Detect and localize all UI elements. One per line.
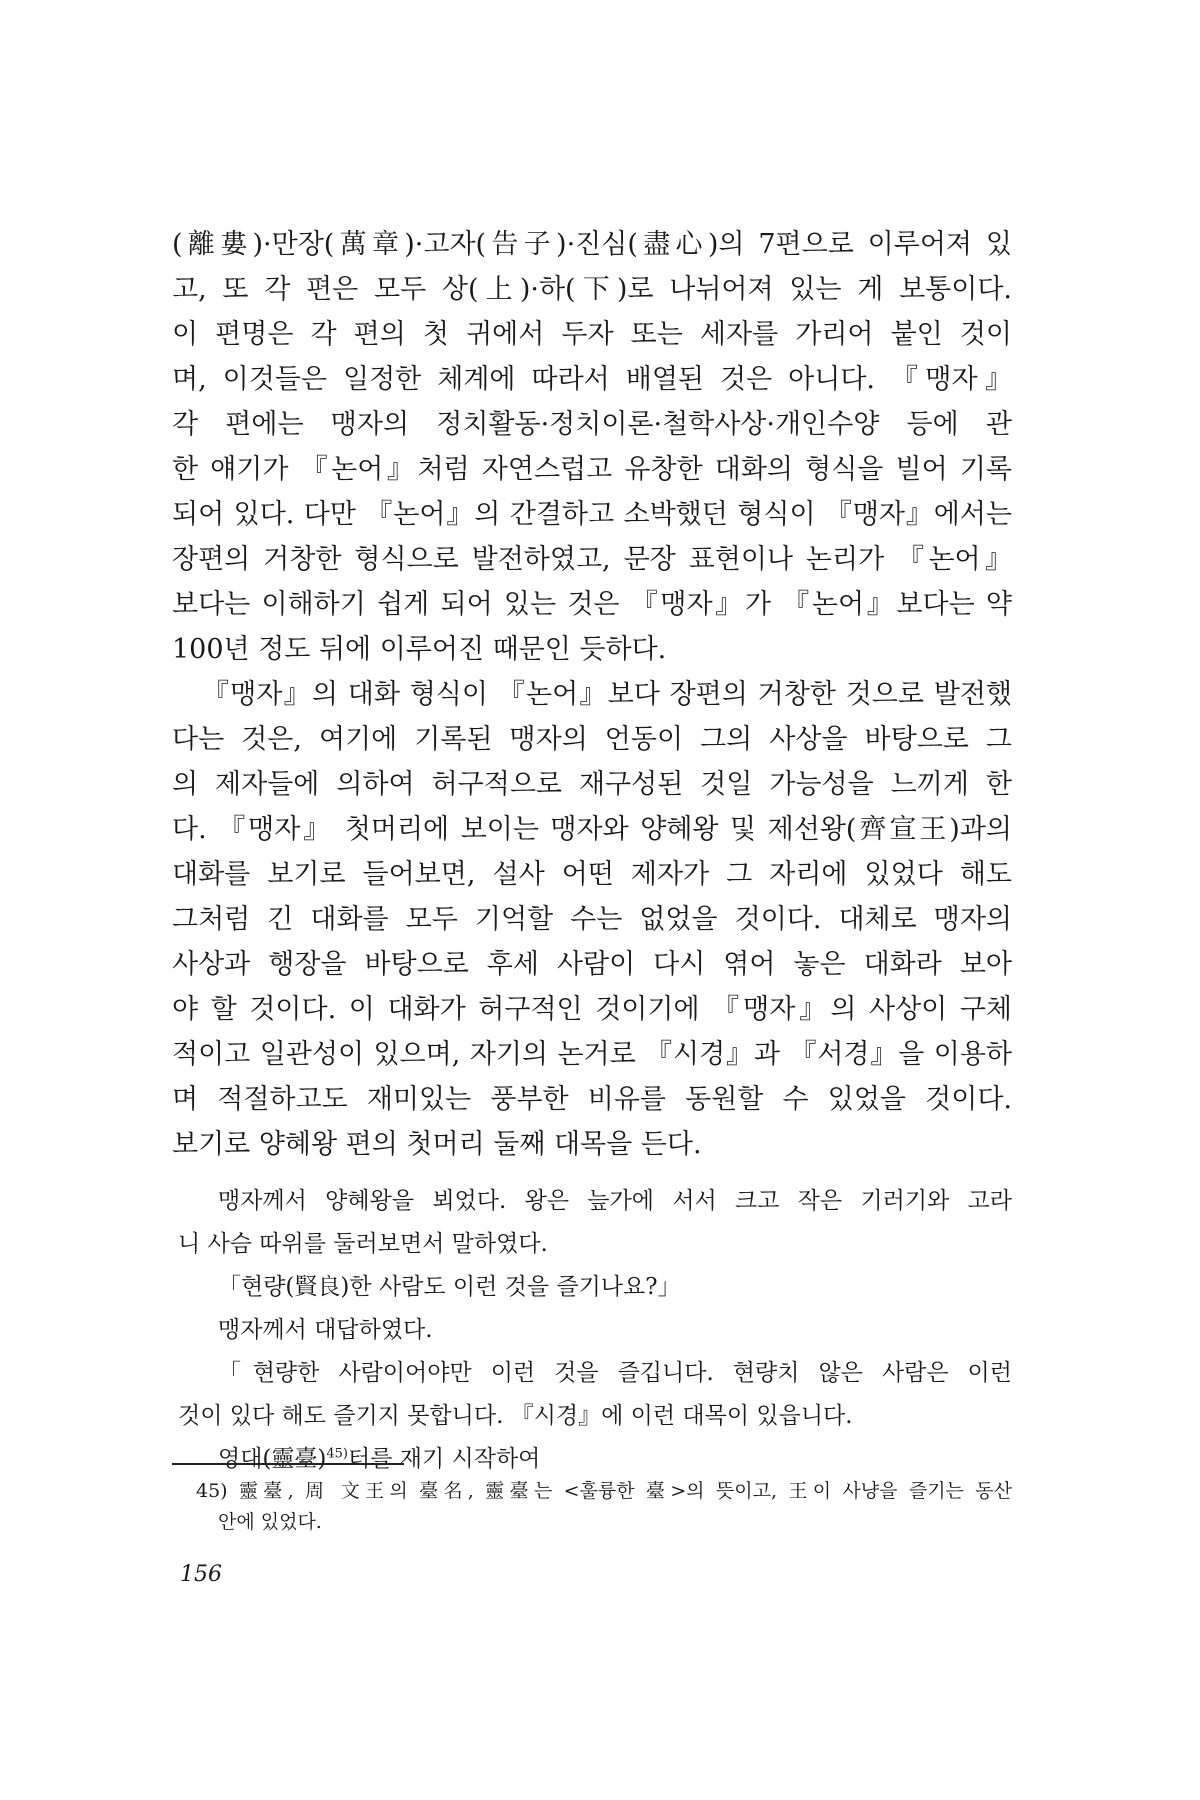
body-line: 다는 것은, 여기에 기록된 맹자의 언동이 그의 사상을 바탕으로 그	[172, 724, 1012, 755]
body-line: 사상과 행장을 바탕으로 후세 사람이 다시 엮어 놓은 대화라 보아	[172, 949, 1012, 980]
body-line: 다. 『맹자』 첫머리에 보이는 맹자와 양혜왕 및 제선왕(齊宣王)과의	[172, 814, 1012, 845]
body-line: 고, 또 각 편은 모두 상(上)·하(下)로 나뉘어져 있는 게 보통이다.	[172, 274, 1012, 305]
body-line: 며 적절하고도 재미있는 풍부한 비유를 동원할 수 있었을 것이다.	[172, 1084, 1012, 1115]
body-line: 적이고 일관성이 있으며, 자기의 논거로 『시경』과 『서경』을 이용하	[172, 1039, 1012, 1070]
footnote	[196, 1476, 1012, 1538]
footnote-line: 45) 靈臺, 周 文王의 臺名, 靈臺는 <훌륭한 臺>의 뜻이고, 王이 사냥을 즐기는 동산	[196, 1480, 1012, 1502]
body-line: 그처럼 긴 대화를 모두 기억할 수는 없었을 것이다. 대체로 맹자의	[172, 904, 1012, 935]
body-line: 『맹자』의 대화 형식이 『논어』보다 장편의 거창한 것으로 발전했	[202, 679, 1012, 710]
quote-line: 니 사슴 따위를 둘러보면서 말하였다.	[178, 1231, 548, 1257]
body-line: 보기로 양혜왕 편의 첫머리 둘째 대목을 든다.	[172, 1129, 702, 1160]
body-line: 보다는 이해하기 쉽게 되어 있는 것은 『맹자』가 『논어』보다는 약	[172, 589, 1012, 620]
body-line: 야 할 것이다. 이 대화가 허구적인 것이기에 『맹자』의 사상이 구체	[172, 994, 1012, 1025]
body-line: 각 편에는 맹자의 정치활동·정치이론·철학사상·개인수양 등에 관	[172, 409, 1012, 440]
footnote-line: 안에 있었다.	[218, 1511, 322, 1533]
quoted-passage	[172, 1180, 1012, 1481]
body-line: 이 편명은 각 편의 첫 귀에서 두자 또는 세자를 가리어 붙인 것이	[172, 319, 1012, 350]
body-line: 한 얘기가 『논어』처럼 자연스럽고 유창한 대화의 형식을 빌어 기록	[172, 454, 1012, 485]
quote-line: 맹자께서 양혜왕을 뵈었다. 왕은 늪가에 서서 크고 작은 기러기와 고라	[218, 1188, 1012, 1214]
body-line: 대화를 보기로 들어보면, 설사 어떤 제자가 그 자리에 있었다 해도	[172, 859, 1012, 890]
quote-line-end: 터를 재기 시작하여	[348, 1446, 541, 1472]
footnote-reference[interactable]: 45)	[326, 1446, 349, 1462]
quote-line: 「현량(賢良)한 사람도 이런 것을 즐기나요?」	[218, 1274, 681, 1300]
page-number: 156	[180, 1562, 222, 1587]
quote-line: 「현량한 사람이어야만 이런 것을 즐깁니다. 현량치 않은 사람은 이런	[218, 1360, 1012, 1386]
body-text	[172, 222, 1012, 1167]
quote-line-start: 영대(靈臺)	[218, 1446, 327, 1472]
body-line: 장편의 거창한 형식으로 발전하였고, 문장 표현이나 논리가 『논어』	[172, 544, 1012, 575]
body-line: 며, 이것들은 일정한 체계에 따라서 배열된 것은 아니다. 『맹자』	[172, 364, 1012, 395]
body-line: 의 제자들에 의하여 허구적으로 재구성된 것일 가능성을 느끼게 한	[172, 769, 1012, 800]
quote-line: 맹자께서 대답하였다.	[218, 1317, 433, 1343]
body-line: 되어 있다. 다만 『논어』의 간결하고 소박했던 형식이 『맹자』에서는	[172, 499, 1012, 530]
body-line: 100년 정도 뒤에 이루어진 때문인 듯하다.	[172, 634, 667, 665]
quote-line	[172, 1438, 1012, 1481]
body-line: (離婁)·만장(萬章)·고자(告子)·진심(盡心)의 7편으로 이루어져 있	[172, 229, 1012, 260]
footnote-divider	[172, 1463, 404, 1465]
quote-line: 것이 있다 해도 즐기지 못합니다. 『시경』에 이런 대목이 있읍니다.	[178, 1403, 853, 1429]
